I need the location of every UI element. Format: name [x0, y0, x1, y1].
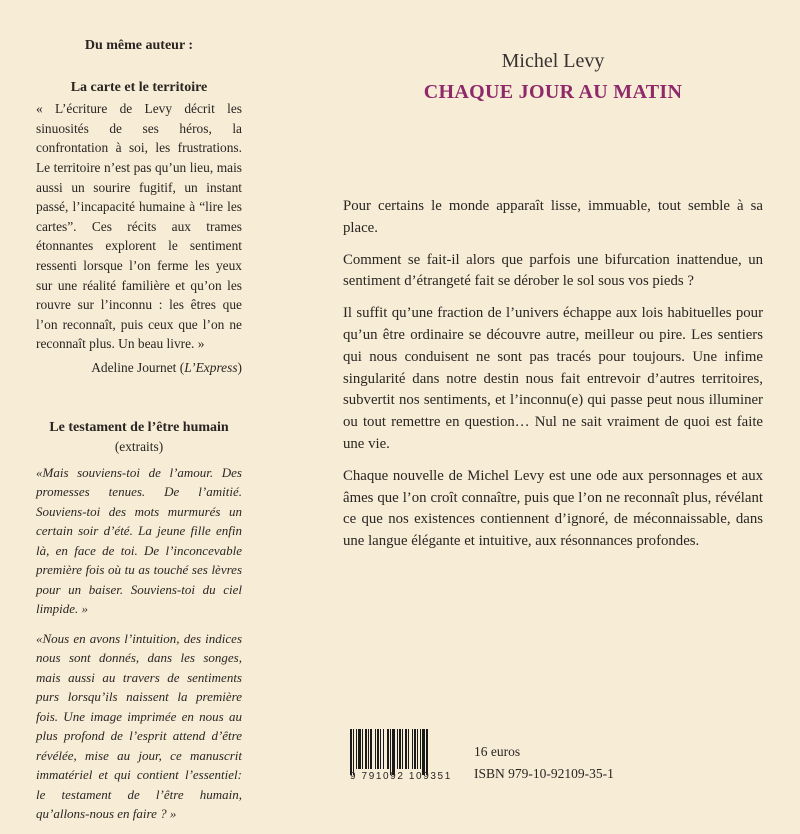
book2-quote-1: «Mais souviens-toi de l’amour. Des promesses tenues. De l’amitié. Souviens-toi des mots murmurés un certain soir d’été. La jeune fille enfin là, en face de toi. De l’inconcevable première fois où tu as touché ses lèvres pour un baiser. Souviens-toi du ciel limpide. »: [36, 464, 242, 617]
book1-attribution: [36, 358, 242, 378]
book-main-title: CHAQUE JOUR AU MATIN: [423, 81, 683, 103]
book2-quote-2: «Nous en avons l’intuition, des indices nous sont donnés, dans les songes, mais aussi au travers de sentiments purs lorsqu’ils naissent la première fois. Une image imprimée en nous au plus profond de l’esprit attend d’être révélée, mise au jour, ce manuscrit immatériel et qui contient l’essentiel: le testament de l’être humain, qu’allons-nous en faire ? »: [36, 630, 242, 822]
barcode-icon: [350, 729, 452, 775]
attribution-name: Adeline Journet (: [91, 359, 185, 375]
left-column: [36, 36, 242, 834]
blurb-paragraph: Chaque nouvelle de Michel Levy est une ode aux personnages et aux âmes que l’on croît connaître, puis que l’on ne reconnaît plus, révélant ce que nos existences contiennent d’ignoré, de méconnaissable, dans une langue élégante et intuitive, aux résonnances profondes.: [343, 467, 763, 550]
book2-subtitle: (extraits): [114, 439, 164, 455]
barcode-block: [350, 729, 452, 782]
book1-title: La carte et le territoire: [70, 79, 208, 95]
blurb-paragraph: Comment se fait-il alors que parfois une bifurcation inattendue, un sentiment d’étrangeté fait se dérober le sol sous vos pieds ?: [343, 251, 763, 290]
attribution-close: ): [237, 359, 242, 375]
right-header: [343, 50, 763, 104]
price: 16 euros: [474, 744, 521, 759]
author-name: Michel Levy: [501, 50, 605, 72]
barcode-digits: 9 791092 109351: [350, 771, 452, 782]
book1-quote: « L’écriture de Levy décrit les sinuosités de ses héros, la confrontation à soi, les frustrations. Le territoire n’est pas qu’un lieu, mais aussi un sourire fugitif, un instant passé, l’incapacité humaine à “lire les cartes”. Ces récits aux trames étonnantes explorent le sentiment ressenti lorsque l’on ferme les yeux sur une réalité familière et qu’on les rouvre sur l’inconnu : les êtres que l’on reconnaît, puis ceux que l’on ne reconnaît plus. Un beau livre. »: [36, 101, 242, 352]
attribution-source: L’Express: [184, 359, 238, 375]
isbn: ISBN 979-10-92109-35-1: [474, 766, 614, 781]
blurb-paragraph: Il suffit qu’une fraction de l’univers échappe aux lois habituelles pour qu’un être ordinaire se découvre autre, meilleur ou pire. Les sentiers qui nous conduisent ne sont pas tracés pour toujours. Une infime singularité dans notre destin nous fait entrevoir d’autres territoires, subvertit nos sentiments, et l’inconnu(e) qui passe peut nous illuminer ou tout remettre en question… Nul ne sait vraiment de quoi est faite une vie.: [343, 305, 763, 452]
same-author-heading: Du même auteur :: [84, 38, 194, 53]
back-cover-blurb: [343, 196, 763, 563]
blurb-paragraph: Pour certains le monde apparaît lisse, immuable, tout semble à sa place.: [343, 198, 763, 236]
book2-title: Le testament de l’être humain: [49, 419, 229, 435]
